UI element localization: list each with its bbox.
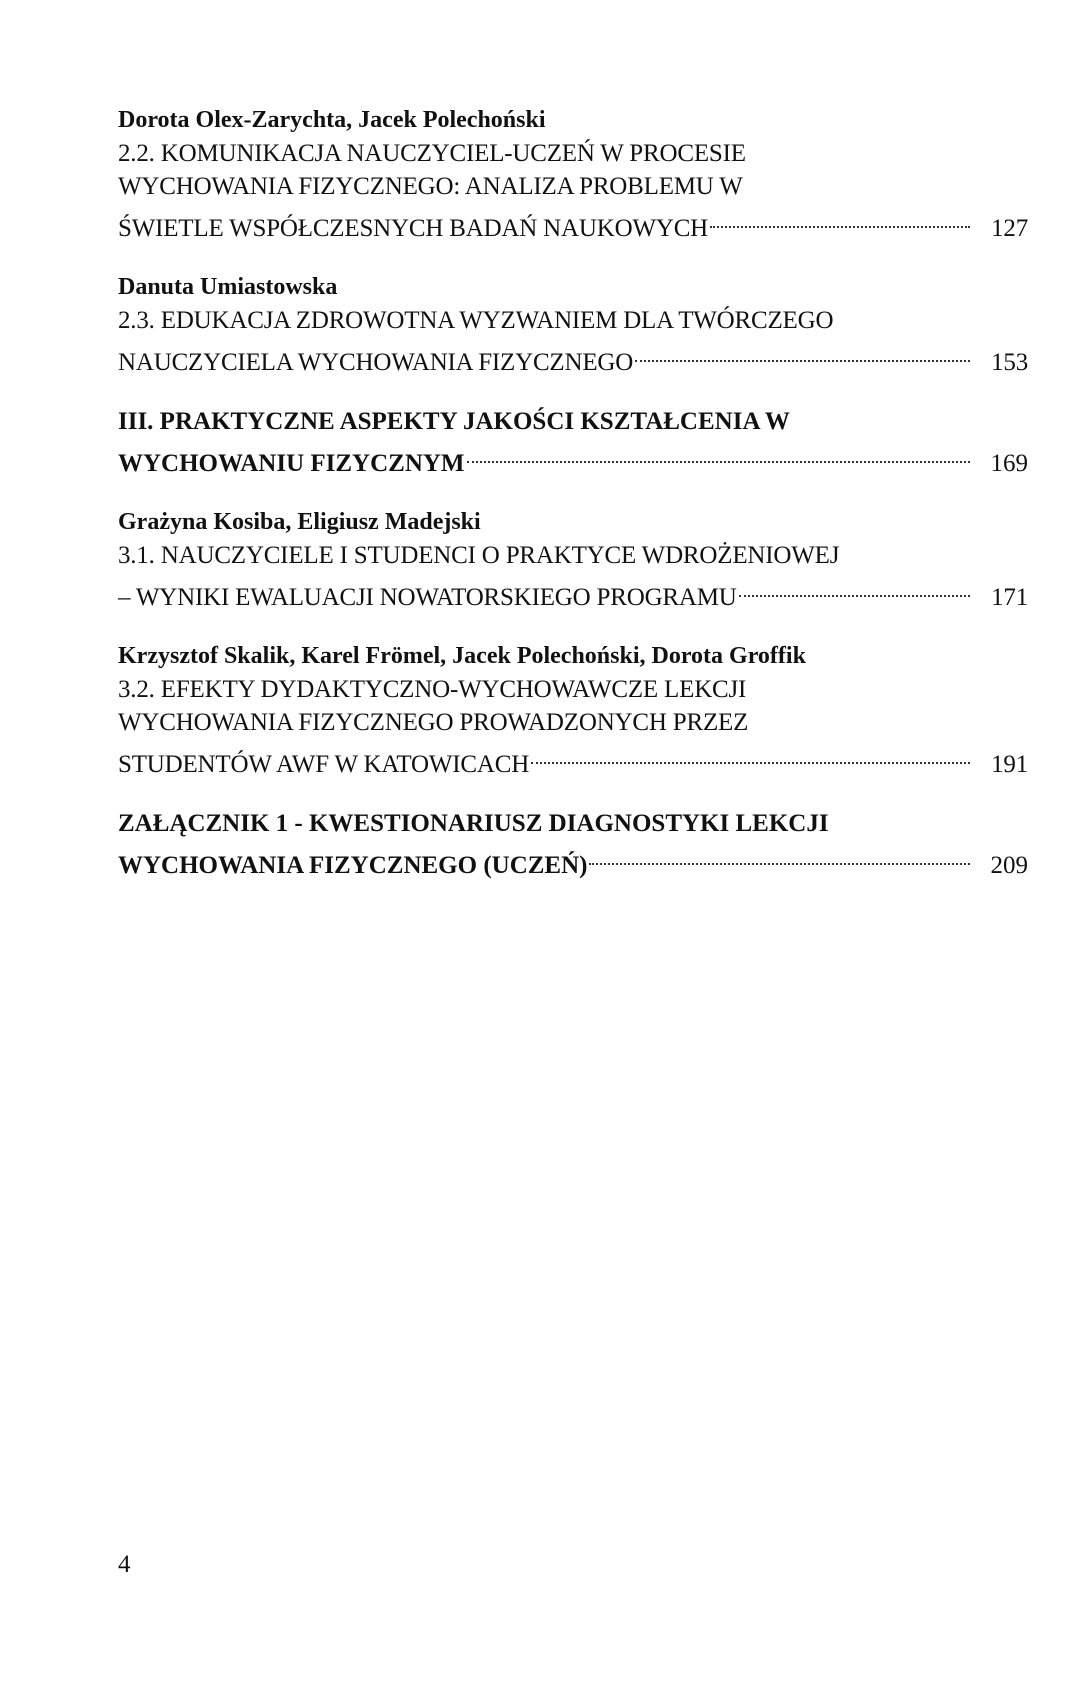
toc-entry-authors: Grażyna Kosiba, Eligiusz Madejski [118,509,481,535]
dot-leader [710,203,970,236]
toc-entry-title-line: WYCHOWANIA FIZYCZNEGO: ANALIZA PROBLEMU W [118,173,743,200]
toc-entry-title-line: 2.3. EDUKACJA ZDROWOTNA WYZWANIEM DLA TWÓRCZEGO [118,307,834,334]
toc-section-title-line: III. PRAKTYCZNE ASPEKTY JAKOŚCI KSZTAŁCENIA W [118,408,790,435]
dot-leader [739,572,970,605]
dot-leader [531,739,970,772]
dot-leader [589,840,970,873]
dot-leader [635,337,970,370]
toc-section-iii [118,405,1028,480]
toc-section-title-line: WYCHOWANIA FIZYCZNEGO (UCZEŃ) [118,852,588,879]
toc-section-title-last-line [118,438,1028,480]
table-of-contents [118,104,1028,908]
toc-entry-title-line: WYCHOWANIA FIZYCZNEGO PROWADZONYCH PRZEZ [118,709,749,736]
toc-entry-authors: Krzysztof Skalik, Karel Frömel, Jacek Polechoński, Dorota Groffik [118,643,806,669]
toc-entry-authors: Dorota Olex-Zarychta, Jacek Polechoński [118,107,546,133]
toc-entry-authors: Danuta Umiastowska [118,274,338,300]
toc-entry-page-number: 127 [991,215,1028,242]
toc-entry-3-2 [118,640,1028,781]
toc-section-title-last-line [118,840,1028,882]
toc-entry-page-number: 153 [991,349,1028,376]
toc-entry-3-1 [118,506,1028,614]
toc-entry-title-last-line [118,739,1028,781]
toc-entry-page-number: 171 [991,584,1028,611]
toc-entry-page-number: 209 [990,852,1028,879]
toc-appendix-1 [118,807,1028,882]
toc-entry-2-3 [118,271,1028,379]
toc-entry-2-2 [118,104,1028,245]
toc-entry-title-line: NAUCZYCIELA WYCHOWANIA FIZYCZNEGO [118,349,634,376]
toc-entry-title-last-line [118,203,1028,245]
toc-entry-title-line: ŚWIETLE WSPÓŁCZESNYCH BADAŃ NAUKOWYCH [118,215,709,242]
page-number: 4 [118,1551,131,1578]
toc-entry-title-line: 3.2. EFEKTY DYDAKTYCZNO-WYCHOWAWCZE LEKCJI [118,676,747,703]
toc-entry-page-number: 169 [990,450,1028,477]
toc-entry-title-last-line [118,572,1028,614]
toc-entry-title-line: STUDENTÓW AWF W KATOWICACH [118,751,530,778]
toc-entry-title-line: 3.1. NAUCZYCIELE I STUDENCI O PRAKTYCE WDROŻENIOWEJ [118,542,840,569]
toc-entry-title-line: – WYNIKI EWALUACJI NOWATORSKIEGO PROGRAMU [118,584,737,611]
toc-entry-title-last-line [118,337,1028,379]
dot-leader [467,438,970,471]
toc-entry-page-number: 191 [991,751,1028,778]
toc-entry-title-line: 2.2. KOMUNIKACJA NAUCZYCIEL-UCZEŃ W PROCESIE [118,140,746,167]
toc-section-title-line: WYCHOWANIU FIZYCZNYM [118,450,465,477]
toc-section-title-line: ZAŁĄCZNIK 1 - KWESTIONARIUSZ DIAGNOSTYKI LEKCJI [118,810,829,837]
